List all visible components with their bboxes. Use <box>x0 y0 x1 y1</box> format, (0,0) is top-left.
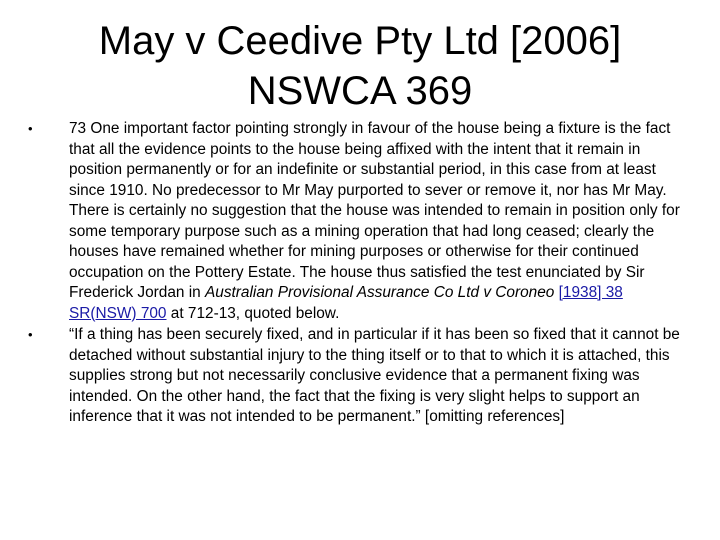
excerpt-text: 73 One important factor pointing strongly in favour of the house being a fixture is the fact that all the evidence points to the house being affixed with the intent that it remain in position permanently or for an indefinite or substantial period, in this case from at least since 1910. No predecessor to Mr May purported to sever or remove it, nor has Mr May. There is certainly no suggestion that the house was intended to remain in position only for some temporary purpose such as a mining operation that had long ceased; clearly the houses have remained whether for mining purposes or otherwise for their continued occupation on the Pottery Estate. The house thus satisfied the test enunciated by Sir Frederick Jordan in <box>69 120 680 301</box>
title-line-1: May v Ceedive Pty Ltd [2006] <box>98 19 622 63</box>
case-name: Australian Provisional Assurance Co Ltd v Coroneo <box>205 284 555 301</box>
title-line-2: NSWCA 369 <box>247 69 473 113</box>
bullet-item-judgment-excerpt <box>28 119 680 324</box>
excerpt-text-end: at 712-13, quoted below. <box>166 304 340 322</box>
citation-link[interactable]: [1938] 38 SR(NSW) 700 <box>69 284 623 322</box>
bullet-icon: • <box>28 121 33 136</box>
bullet-item-quote <box>28 325 680 428</box>
quote-text: “If a thing has been securely fixed, and in particular if it has been so fixed that it cannot be detached without substantial injury to the thing itself or to that to which it is attached, this supplies strong but not necessarily conclusive evidence that a permanent fixing was intended. On the other hand, the fact that the fixing is very slight helps to support an inference that it was not intended to be permanent.” [omitting references] <box>69 326 680 425</box>
bullet-icon: • <box>28 327 33 342</box>
bullet-list <box>28 119 680 429</box>
slide-title <box>40 16 680 116</box>
